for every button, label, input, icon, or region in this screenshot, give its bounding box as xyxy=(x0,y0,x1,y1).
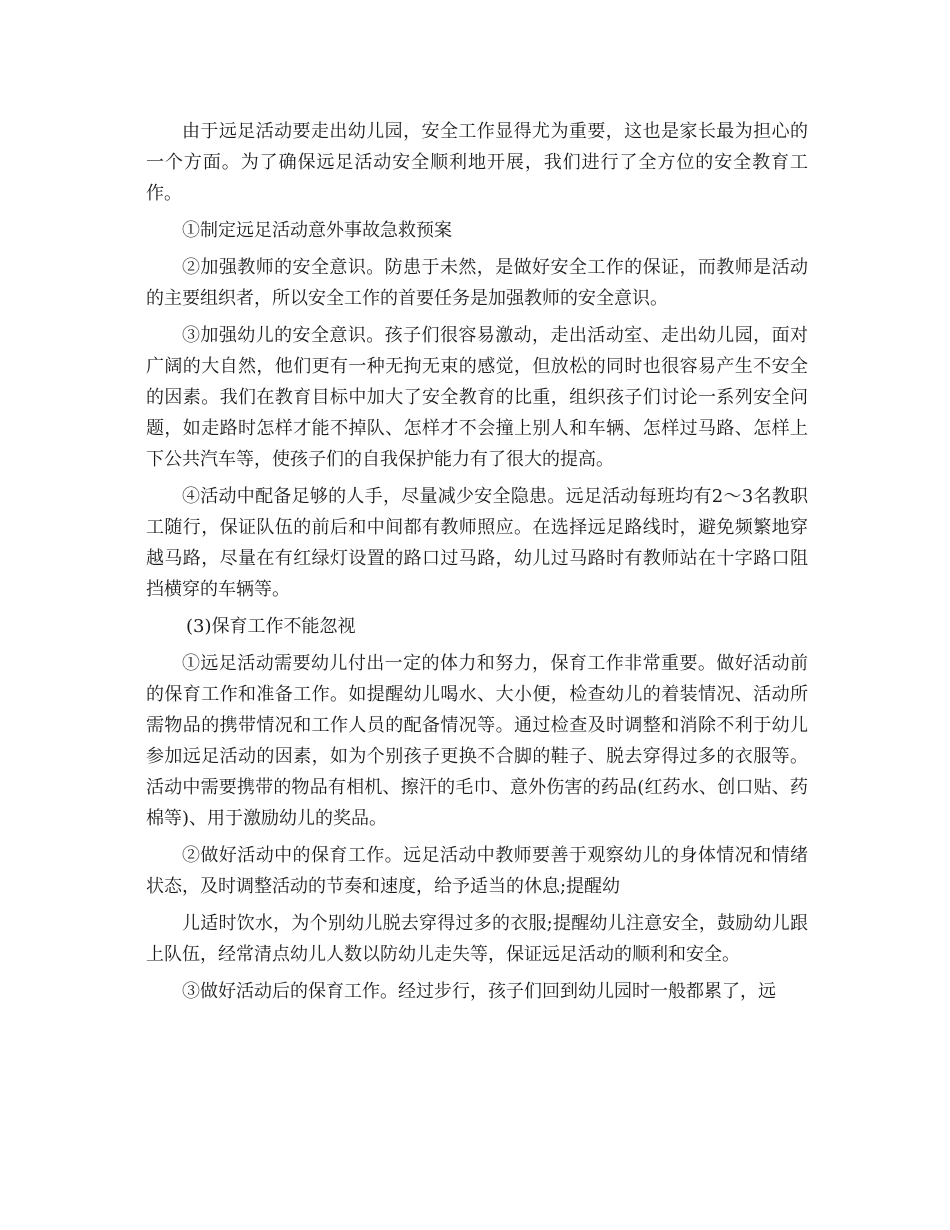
paragraph-care-after: ③做好活动后的保育工作。经过步行，孩子们回到幼儿园时一般都累了，远 xyxy=(182,981,776,1002)
paragraph-care-before: ①远足活动需要幼儿付出一定的体力和努力，保育工作非常重要。做好活动前的保育工作和准备工作。如提醒幼儿喝水、大小便，检查幼儿的着装情况、活动所需物品的携带情况和工作人员的配备情况等。通过检查及时调整和消除不利于幼儿参加远足活动的因素，如为个别孩子更换不合脚的鞋子、脱去穿得过多的衣服等。活动中需要携带的物品有相机、擦汗的毛巾、意外伤害的药品(红药水、创口贴、药棉等)、用于激励幼儿的奖品。 xyxy=(146,653,808,829)
document-page xyxy=(146,116,808,1007)
paragraph-child-safety: ③加强幼儿的安全意识。孩子们很容易激动，走出活动室、走出幼儿园，面对广阔的大自然，他们更有一种无拘无束的感觉，但放松的同时也很容易产生不安全的因素。我们在教育目标中加大了安全教育的比重，组织孩子们讨论一系列安全问题，如走路时怎样才能不掉队、怎样才不会撞上别人和车辆、怎样过马路、怎样上下公共汽车等，使孩子们的自我保护能力有了很大的提高。 xyxy=(146,325,808,470)
paragraph-care-during: ②做好活动中的保育工作。远足活动中教师要善于观察幼儿的身体情况和情绪状态，及时调整活动的节奏和速度，给予适当的休息;提醒幼 xyxy=(146,845,808,897)
paragraph-safety-intro: 由于远足活动要走出幼儿园，安全工作显得尤为重要，这也是家长最为担心的一个方面。为了确保远足活动安全顺利地开展，我们进行了全方位的安全教育工作。 xyxy=(146,121,808,204)
paragraph-teacher-safety: ②加强教师的安全意识。防患于未然，是做好安全工作的保证，而教师是活动的主要组织者，所以安全工作的首要任务是加强教师的安全意识。 xyxy=(146,257,808,309)
paragraph-staffing: ④活动中配备足够的人手，尽量减少安全隐患。远足活动每班均有2～3名教职工随行，保证队伍的前后和中间都有教师照应。在选择远足路线时，避免频繁地穿越马路，尽量在有红绿灯设置的路口过马路，幼儿过马路时有教师站在十字路口阻挡横穿的车辆等。 xyxy=(146,486,808,600)
paragraph-care-during-cont: 儿适时饮水，为个别幼儿脱去穿得过多的衣服;提醒幼儿注意安全，鼓励幼儿跟上队伍，经常清点幼儿人数以防幼儿走失等，保证远足活动的顺利和安全。 xyxy=(146,913,808,965)
paragraph-emergency-plan: ①制定远足活动意外事故急救预案 xyxy=(182,220,452,241)
section-heading-care: (3)保育工作不能忽视 xyxy=(186,616,356,637)
